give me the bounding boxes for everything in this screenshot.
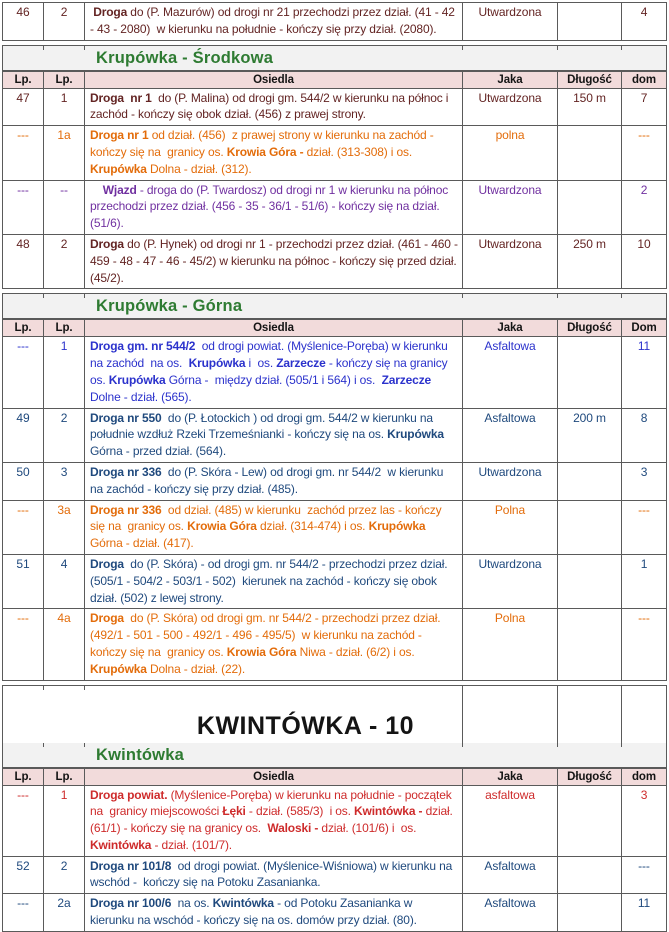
jaka-cell: Utwardzona [462,3,557,40]
section-header-label: Krupówka - Środkowa [96,48,274,67]
road-name-bold: Krowia Góra - [226,144,304,159]
road-description: Dolna - dział. (22). [146,661,246,676]
dlugosc-cell [557,555,621,608]
dlugosc-cell: 150 m [557,89,621,126]
road-name-bold: Waloski - [267,821,319,836]
road-name-bold: Droga [90,556,124,571]
road-description: Górna - przed dział. (564). [90,427,448,459]
road-name-bold: Krowia Góra [187,519,257,534]
column-header: Lp. [43,72,84,88]
lp-primary-cell: 48 [16,236,30,251]
road-name-bold: Zarzecze [381,372,432,387]
column-border-nub [84,46,85,50]
road-description: Dolna - dział. (312). [146,161,252,176]
column-header: Lp. [3,320,43,336]
road-description: Dolne - dział. (565). [90,372,435,404]
column-header: Lp. [43,320,84,336]
column-header: Osiedla [84,320,462,336]
lp-secondary-cell: 2a [43,894,84,931]
table-row [3,88,666,126]
lp-primary-cell: --- [17,128,29,143]
table-row [3,336,666,407]
lp-primary-cell: 46 [16,5,30,19]
osiedla-cell [84,463,462,500]
road-name-bold: Droga [90,5,128,19]
road-description: - droga do (P. Twardosz) od drogi nr 1 w kierunku na północ przechodzi przez dział. (456 - 35 - 36/1 - 51/6) - kończy się na dział. (51/6). [90,182,452,231]
osiedla-cell [84,609,462,679]
lp-secondary-cell: 1a [43,126,84,179]
lp-secondary-cell: 1 [43,337,84,407]
road-name-bold: Droga powiat. [90,787,168,802]
road-description: dział. (313-308) i os. [303,144,416,159]
road-description: do (P. Mazurów) od drogi nr 21 przechodzi przez dział. (41 - 42 - 43 - 2080) w kierunku na południe - kończy się przy dział. (2080). [90,5,458,36]
lp-secondary-cell: 2 [43,235,84,288]
jaka-cell: Utwardzona [462,181,557,234]
column-header: Lp. [3,769,43,785]
road-description [90,183,103,197]
lp-primary-cell: --- [17,182,29,197]
road-description: dział. (101/6) i os. [318,821,420,836]
lp-primary-cell: --- [17,787,29,802]
column-border-nub [43,743,44,747]
osiedla-cell [84,126,462,179]
road-description: od drogi powiat. (Myślenice-Poręba) w kierunku na zachód na os. [90,339,451,371]
column-header: Jaka [462,72,557,88]
dom-cell: --- [621,857,666,894]
road-name-bold: Kwintówka [90,837,152,852]
lp-primary-cell: --- [17,502,29,517]
column-header: Jaka [462,769,557,785]
lp-primary-cell: 49 [16,410,30,425]
road-description: dział. (61/1) - kończy się na granicy os. [90,804,456,836]
osiedla-cell [84,857,462,894]
column-border-nub [84,743,85,747]
column-header: Dom [621,320,666,336]
table-row [3,608,666,679]
column-header-row [3,71,666,88]
road-description: na os. [171,896,213,911]
table-row [3,180,666,234]
jaka-cell: polna [462,126,557,179]
lp-primary-cell: --- [17,896,29,911]
section-header [3,46,666,71]
column-header: dom [621,769,666,785]
column-header: Osiedla [84,769,462,785]
road-description: - od Potoku Zasanianka w kierunku na wschód - kończy się na os. domów przy dział. (80). [90,896,417,928]
road-name-bold: Zarzecze [276,356,326,371]
road-name-bold: Krupówka [90,161,147,176]
osiedla-cell [84,555,462,608]
table-row [3,408,666,462]
road-description: do (P. Skóra - Lew) od drogi gm. nr 544/2 w kierunku na zachód - kończy się przy dział. (485). [90,464,447,496]
jaka-cell: Asfaltowa [462,409,557,462]
road-description: Niwa - dział. (6/2) i os. [296,644,418,659]
section-header [3,743,666,768]
column-border-nub [621,294,622,298]
dlugosc-cell [557,337,621,407]
column-border-nub [43,686,44,690]
road-table [2,2,667,41]
table-row [3,500,666,554]
road-description: od drogi powiat. (Myślenice-Wiśniowa) w kierunku na wschód - kończy się na Potoku Zasanianka. [90,858,456,890]
road-name-bold: Krupówka [108,372,166,387]
lp-primary-cell: --- [17,611,29,626]
column-border-nub [621,46,622,50]
jaka-cell: Utwardzona [462,89,557,126]
road-name-bold: Kwintówka - [354,804,423,819]
column-header: Długość [557,769,621,785]
jaka-cell: Polna [462,501,557,554]
jaka-cell: Asfaltowa [462,857,557,894]
road-name-bold: Droga nr 101/8 [90,858,172,873]
road-description: do (P. Skóra) - od drogi gm. nr 544/2 - przechodzi przez dział. (505/1 - 504/2 - 503/1 - 502) kierunek na zachód - kończy się obok dział. (502) z lewej strony. [90,556,451,605]
dlugosc-cell: 250 m [557,235,621,288]
page-title: KWINTÓWKA - 10 [196,711,415,740]
road-description: od dział. (456) z prawej strony w kierunku na zachód - kończy się na granicy os. [90,128,437,159]
jaka-cell: Polna [462,609,557,679]
road-name-bold: Kwintówka [212,896,274,911]
column-border-nub [557,294,558,298]
dlugosc-cell [557,3,621,40]
road-description: - dział. (585/3) i os. [245,804,355,819]
road-description: (Myślenice-Poręba) w kierunku na południe - początek na granicy miejscowości [90,787,455,819]
column-border-nub [557,743,558,747]
road-description: do (P. Łotockich ) od drogi gm. 544/2 w kierunku na południe wzdłuż Rzeki Trzemeśnianki - kończy się na os. [90,410,437,442]
dom-cell: 8 [621,409,666,462]
dlugosc-cell [557,609,621,679]
column-header: Osiedla [84,72,462,88]
road-name-bold: Droga nr 1 [90,90,152,105]
road-name-bold: Krupówka [368,519,426,534]
column-header: Długość [557,320,621,336]
dom-cell: 11 [621,337,666,407]
column-border-nub [462,46,463,50]
table-row [3,462,666,500]
road-description: do (P. Skóra) od drogi gm. nr 544/2 - przechodzi przez dział. (492/1 - 501 - 500 - 492/1 - 496 - 495/5) w kierunku na zachód - kończy się na granicy os. [90,611,444,659]
osiedla-cell [84,501,462,554]
road-name-bold: Krowia Góra [226,644,297,659]
jaka-cell: asfaltowa [462,786,557,856]
column-header: Jaka [462,320,557,336]
table-row [3,554,666,608]
locality-title-row [3,686,666,743]
road-description: Górna - między dział. (505/1 i 564) i os. [165,372,382,387]
table-row [3,893,666,931]
column-border-line [621,686,622,743]
osiedla-cell [84,786,462,856]
road-description: i os. [245,356,277,371]
dlugosc-cell [557,181,621,234]
table-row [3,125,666,179]
dlugosc-cell [557,501,621,554]
table-row [3,3,666,40]
lp-primary-cell: 47 [16,90,30,105]
lp-primary-cell: 52 [16,858,30,873]
column-border-line [462,686,463,743]
column-border-nub [43,46,44,50]
column-border-nub [462,294,463,298]
osiedla-cell [84,3,462,40]
road-name-bold: Droga [90,611,124,626]
road-name-bold: Droga nr 100/6 [90,896,172,911]
jaka-cell: Utwardzona [462,463,557,500]
dom-cell: 4 [621,3,666,40]
section-header-label: Kwintówka [96,745,184,764]
table-row [3,234,666,288]
column-header: Długość [557,72,621,88]
column-header-row [3,319,666,336]
road-name-bold: Krupówka [387,427,444,442]
road-description: do (P. Hynek) od drogi nr 1 - przechodzi przez dział. (461 - 460 - 459 - 48 - 47 - 46 - 45/2) w kierunku na północ - kończy się przed dział. (45/2). [90,236,462,285]
lp-secondary-cell: 2 [43,409,84,462]
lp-secondary-cell: 2 [43,3,84,40]
jaka-cell: Asfaltowa [462,337,557,407]
road-name-bold: Wjazd [102,182,137,197]
dom-cell: 7 [621,89,666,126]
road-name-bold: Krupówka [188,356,246,371]
dom-cell: 11 [621,894,666,931]
dlugosc-cell: 200 m [557,409,621,462]
osiedla-cell [84,181,462,234]
column-border-nub [84,686,85,690]
road-description: do (P. Malina) od drogi gm. 544/2 w kierunku na północ i zachód - kończy się obok dział. (456) z prawej strony. [90,90,452,122]
dom-cell: --- [621,126,666,179]
section-header-label: Krupówka - Górna [96,297,243,316]
road-name-bold: Łęki [222,804,246,819]
lp-secondary-cell: 1 [43,786,84,856]
road-name-bold: Krupówka [90,661,147,676]
column-border-line [557,686,558,743]
road-name-bold: Droga nr 336 [90,464,162,479]
table-row [3,785,666,856]
road-name-bold: Droga nr 1 [90,128,149,143]
jaka-cell: Utwardzona [462,235,557,288]
osiedla-cell [84,409,462,462]
dom-cell: --- [621,609,666,679]
dom-cell: 3 [621,463,666,500]
lp-primary-cell: 50 [16,464,30,479]
lp-secondary-cell: 4 [43,555,84,608]
road-name-bold: Droga nr 550 [90,410,162,425]
jaka-cell: Utwardzona [462,555,557,608]
lp-secondary-cell: 3 [43,463,84,500]
lp-secondary-cell: 3a [43,501,84,554]
column-border-nub [462,743,463,747]
column-header: dom [621,72,666,88]
road-name-bold: Droga [90,236,124,251]
lp-secondary-cell: 2 [43,857,84,894]
road-description: Górna - dział. (417). [90,519,429,551]
column-border-nub [621,743,622,747]
road-description: dział. (314-474) i os. [256,519,369,534]
lp-secondary-cell: -- [43,181,84,234]
column-border-nub [84,294,85,298]
column-header: Lp. [43,769,84,785]
osiedla-cell [84,235,462,288]
road-description: - dział. (101/7). [151,837,232,852]
column-header: Lp. [3,72,43,88]
osiedla-cell [84,337,462,407]
dlugosc-cell [557,463,621,500]
dom-cell: 3 [621,786,666,856]
lp-primary-cell: --- [17,339,29,354]
dom-cell: --- [621,501,666,554]
road-table [2,685,667,932]
lp-secondary-cell: 4a [43,609,84,679]
jaka-cell: Asfaltowa [462,894,557,931]
road-table [2,293,667,680]
road-table [2,45,667,290]
lp-secondary-cell: 1 [43,89,84,126]
dlugosc-cell [557,786,621,856]
dom-cell: 1 [621,555,666,608]
road-name-bold: Droga gm. nr 544/2 [90,339,196,354]
dlugosc-cell [557,126,621,179]
road-name-bold: Droga nr 336 [90,502,162,517]
section-header [3,294,666,319]
road-description: od dział. (485) w kierunku zachód przez las - kończy się na granicy os. [90,502,445,534]
dom-cell: 2 [621,181,666,234]
road-description: - kończy się na granicy os. [90,356,451,387]
osiedla-cell [84,89,462,126]
dlugosc-cell [557,857,621,894]
column-border-nub [557,46,558,50]
dom-cell: 10 [621,235,666,288]
column-border-nub [43,294,44,298]
lp-primary-cell: 51 [16,556,30,571]
table-row [3,856,666,894]
column-header-row [3,768,666,785]
